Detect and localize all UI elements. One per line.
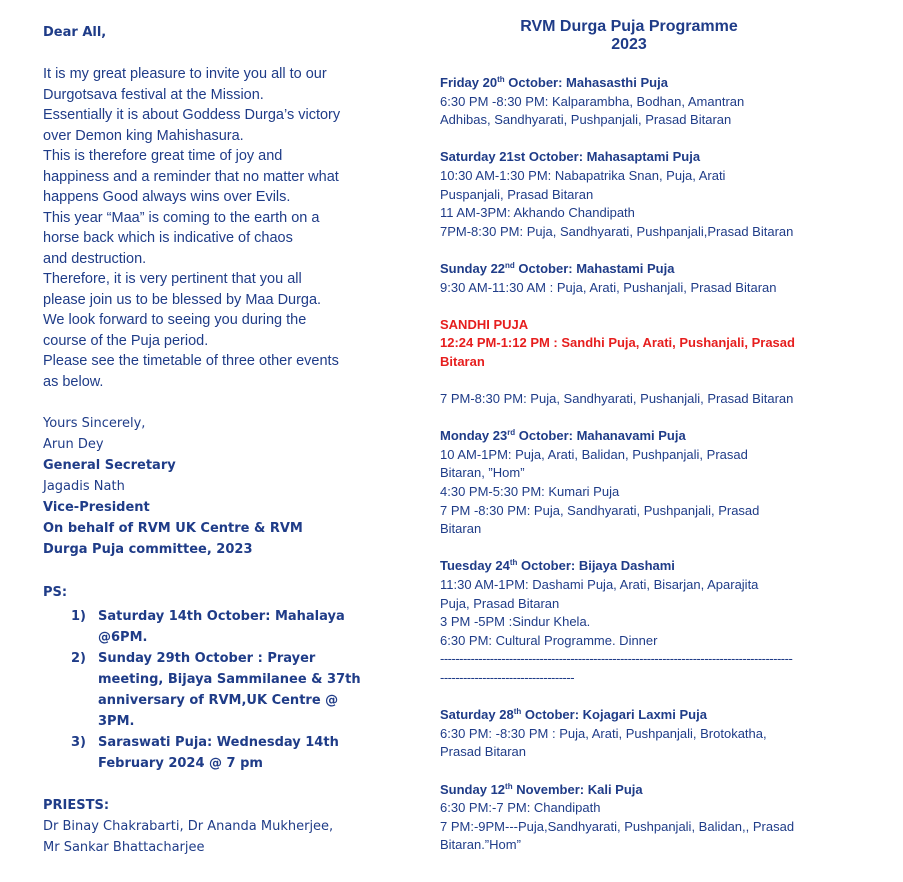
schedule-monday [440, 427, 830, 539]
schedule-line: 7 PM:-9PM---Puja,Sandhyarati, Pushpanjali, Balidan,, Prasad [440, 818, 795, 834]
signatory-title: Vice-President [43, 500, 150, 515]
schedule-line: 6:30 PM: -8:30 PM : Puja, Arati, Pushpanjali, Brotokatha, [440, 725, 767, 741]
separator-line: -------------------------------------------------------------------------------------------- [440, 651, 793, 667]
greeting: Dear All, [43, 25, 107, 40]
signatory-name: Jagadis Nath [43, 479, 125, 494]
intro-line: Essentially it is about Goddess Durga’s victory [43, 107, 341, 123]
schedule-line: 11 AM-3PM: Akhando Chandipath [440, 205, 635, 221]
schedule-line: 9:30 AM-11:30 AM : Puja, Arati, Pushanjali, Prasad Bitaran [440, 279, 777, 295]
intro-line: This year “Maa” is coming to the earth on a [43, 209, 320, 226]
ps-line: Sunday 29th October : Prayer [98, 651, 316, 666]
invitation-letter [43, 18, 408, 858]
behalf-line: Durga Puja committee, 2023 [43, 542, 253, 557]
sandhi-line: Bitaran [440, 353, 485, 369]
intro-line: Durgotsava festival at the Mission. [43, 86, 264, 103]
day-heading: Saturday 21st October: Mahasaptami Puja [440, 149, 701, 165]
schedule-sunday [440, 260, 830, 297]
schedule-saturday [440, 148, 830, 241]
schedule-line: 6:30 PM -8:30 PM: Kalparambha, Bodhan, Amantran [440, 93, 745, 109]
intro-line: horse back which is indicative of chaos [43, 230, 293, 246]
intro-line: Therefore, it is very pertinent that you all [43, 271, 302, 287]
ps-line: @6PM. [98, 630, 148, 645]
schedule-line: Bitaran, ”Hom” [440, 465, 525, 481]
schedule-sandhi [440, 316, 830, 372]
sandhi-line: 12:24 PM-1:12 PM : Sandhi Puja, Arati, Pushanjali, Prasad [440, 335, 795, 351]
schedule-line: 6:30 PM: Cultural Programme. Dinner [440, 632, 658, 648]
intro-line: Please see the timetable of three other events [43, 353, 339, 369]
ps-number: 1) [71, 609, 86, 624]
priests-heading: PRIESTS: [43, 798, 110, 813]
intro-line: as below. [43, 373, 104, 390]
schedule-line: 10:30 AM-1:30 PM: Nabapatrika Snan, Puja, Arati [440, 167, 726, 183]
signatory-name: Arun Dey [43, 437, 104, 452]
sandhi-heading: SANDHI PUJA [440, 316, 529, 332]
day-heading: Friday 20th October: Mahasasthi Puja [440, 75, 668, 90]
intro-line: This is therefore great time of joy and [43, 148, 283, 164]
ps-line: Saraswati Puja: Wednesday 14th [98, 735, 339, 750]
ps-line: Saturday 14th October: Mahalaya [98, 609, 345, 624]
day-heading: Sunday 22nd October: Mahastami Puja [440, 260, 675, 276]
intro-line: We look forward to seeing you during the [43, 312, 307, 328]
ps-line: February 2024 @ 7 pm [98, 756, 263, 771]
ps-line: meeting, Bijaya Sammilanee & 37th [98, 672, 361, 687]
schedule-line: 3 PM -5PM :Sindur Khela. [440, 614, 591, 630]
signature-block [43, 413, 408, 560]
schedule-line: Bitaran.”Hom” [440, 837, 521, 853]
schedule-line: 7PM-8:30 PM: Puja, Sandhyarati, Pushpanjali,Prasad Bitaran [440, 223, 794, 239]
programme-title: RVM Durga Puja Programme [520, 18, 738, 35]
ps-number: 3) [71, 735, 86, 750]
day-heading: Saturday 28th October: Kojagari Laxmi Puja [440, 707, 707, 723]
intro-line: course of the Puja period. [43, 332, 209, 349]
ps-line: anniversary of RVM,UK Centre @ [98, 693, 339, 708]
ps-line: 3PM. [98, 714, 135, 729]
closing: Yours Sincerely, [43, 416, 146, 431]
day-heading: Tuesday 24th October: Bijaya Dashami [440, 558, 675, 574]
schedule-line: 4:30 PM-5:30 PM: Kumari Puja [440, 484, 620, 500]
schedule-line: Puspanjali, Prasad Bitaran [440, 186, 594, 202]
day-heading: Sunday 12th November: Kali Puja [440, 781, 643, 797]
ps-item [71, 732, 408, 774]
schedule-sunday-12 [440, 781, 830, 855]
separator-line: ----------------------------------- [440, 670, 575, 685]
intro-line: happiness and a reminder that no matter what [43, 168, 339, 185]
day-heading: Monday 23rd October: Mahanavami Puja [440, 428, 686, 444]
intro-line: It is my great pleasure to invite you all to our [43, 66, 327, 82]
intro-paragraph [43, 64, 408, 392]
schedule-saturday-28 [440, 706, 830, 762]
schedule-friday [440, 74, 830, 130]
ps-heading: PS: [43, 585, 68, 600]
intro-line: over Demon king Mahishasura. [43, 127, 244, 144]
schedule-line: 7 PM -8:30 PM: Puja, Sandhyarati, Pushpanjali, Prasad [440, 502, 760, 518]
behalf-line: On behalf of RVM UK Centre & RVM [43, 521, 303, 536]
signatory-title: General Secretary [43, 458, 176, 473]
puja-programme [440, 18, 830, 855]
schedule-line: Prasad Bitaran [440, 744, 526, 760]
schedule-line: 10 AM-1PM: Puja, Arati, Balidan, Pushpanjali, Prasad [440, 446, 748, 462]
ps-list [43, 606, 408, 774]
ps-item [71, 606, 408, 648]
schedule-line: Bitaran [440, 521, 482, 537]
schedule-tuesday [440, 557, 830, 687]
ps-item [71, 648, 408, 732]
intro-line: please join us to be blessed by Maa Durga. [43, 291, 322, 308]
intro-line: and destruction. [43, 250, 147, 267]
ps-number: 2) [71, 651, 86, 666]
priests-line: Dr Binay Chakrabarti, Dr Ananda Mukherjee, [43, 819, 334, 834]
programme-year: 2023 [611, 36, 647, 53]
schedule-line: 6:30 PM:-7 PM: Chandipath [440, 800, 601, 816]
schedule-line: Adhibas, Sandhyarati, Pushpanjali, Prasad Bitaran [440, 112, 732, 128]
intro-line: happens Good always wins over Evils. [43, 189, 291, 205]
schedule-line: 11:30 AM-1PM: Dashami Puja, Arati, Bisarjan, Aparajita [440, 577, 759, 593]
schedule-line: Puja, Prasad Bitaran [440, 595, 560, 611]
schedule-evening: 7 PM-8:30 PM: Puja, Sandhyarati, Pushanjali, Prasad Bitaran [440, 391, 794, 407]
priests-line: Mr Sankar Bhattacharjee [43, 840, 205, 855]
